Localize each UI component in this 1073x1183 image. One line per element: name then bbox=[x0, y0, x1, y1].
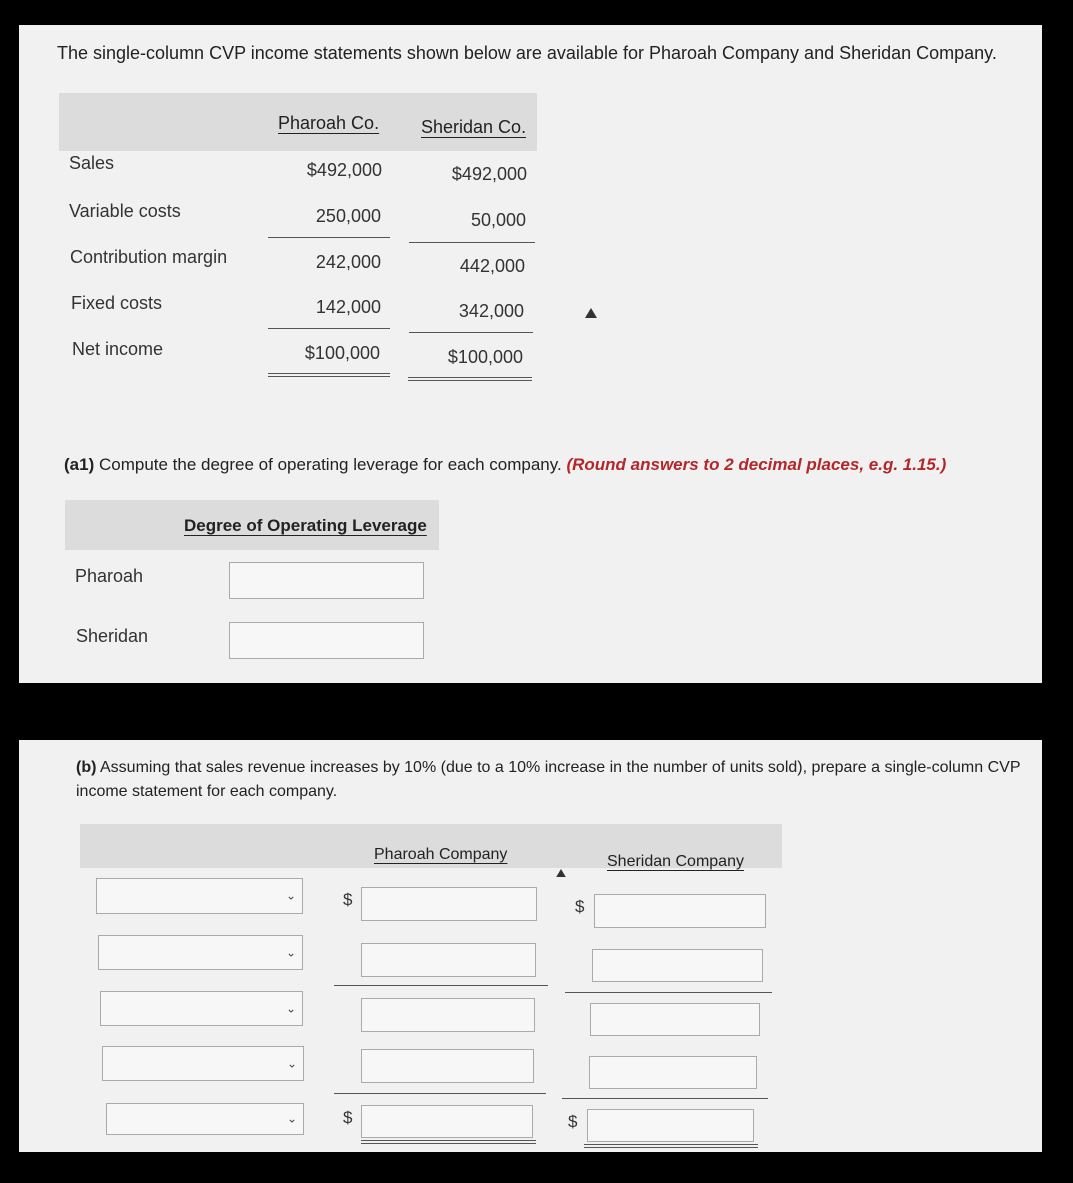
question-b-label: (b) bbox=[76, 759, 97, 776]
sheridan-variable-costs: 50,000 bbox=[470, 210, 526, 230]
dol-label-sheridan: Sheridan bbox=[76, 626, 149, 646]
pharoah-variable-costs: 250,000 bbox=[315, 206, 381, 226]
sheridan-fixed-costs: 342,000 bbox=[458, 301, 524, 321]
part-b-col-sheridan: Sheridan Company bbox=[607, 853, 744, 870]
sheridan-contribution-margin: 442,000 bbox=[459, 256, 525, 276]
part-b-row-1-select[interactable] bbox=[96, 878, 303, 914]
sheridan-subtotal-rule bbox=[409, 242, 535, 243]
question-b bbox=[76, 756, 1026, 804]
dol-label-pharoah: Pharoah bbox=[75, 566, 144, 586]
sheridan-sales: $492,000 bbox=[451, 164, 527, 184]
row-label-variable-costs: Variable costs bbox=[69, 201, 181, 221]
part-b-sheridan-row-5-input[interactable] bbox=[587, 1109, 754, 1142]
col-sheridan-header: Sheridan Co. bbox=[421, 117, 527, 137]
part-b-sheridan-row-2-input[interactable] bbox=[592, 949, 763, 982]
question-a1 bbox=[64, 455, 946, 475]
dol-pharoah-input[interactable] bbox=[229, 562, 424, 599]
part-b-sheridan-subtotal-rule bbox=[565, 992, 772, 993]
sheridan-net-income: $100,000 bbox=[447, 347, 523, 367]
part-b-sheridan-row-3-input[interactable] bbox=[590, 1003, 760, 1036]
part-b-pharoah-dollar-total: $ bbox=[343, 1108, 353, 1127]
row-label-sales: Sales bbox=[69, 153, 115, 173]
part-b-sheridan-subtotal-rule-2 bbox=[562, 1098, 768, 1099]
part-b-pharoah-total-double-rule bbox=[361, 1140, 536, 1144]
chevron-down-icon: ⌄ bbox=[285, 944, 296, 959]
part-b-pharoah-row-2-input[interactable] bbox=[361, 943, 536, 977]
part-b-sheridan-dollar-1: $ bbox=[575, 897, 585, 916]
pharoah-contribution-margin: 242,000 bbox=[315, 252, 381, 272]
chevron-down-icon: ⌄ bbox=[286, 1111, 297, 1126]
part-b-sheridan-row-1-input[interactable] bbox=[594, 894, 766, 928]
pharoah-fixed-costs: 142,000 bbox=[315, 297, 381, 317]
statement-panel bbox=[19, 25, 1042, 683]
col-pharoah-header: Pharoah Co. bbox=[278, 113, 380, 133]
mouse-cursor-icon bbox=[556, 869, 566, 877]
part-b-sheridan-dollar-total: $ bbox=[568, 1112, 578, 1131]
question-a1-label: (a1) bbox=[64, 455, 95, 474]
chevron-down-icon: ⌄ bbox=[286, 1055, 297, 1070]
pharoah-total-double-rule bbox=[268, 373, 390, 377]
sheridan-total-double-rule bbox=[408, 377, 532, 381]
dol-column-header: Degree of Operating Leverage bbox=[184, 516, 427, 535]
part-b-panel bbox=[19, 740, 1042, 1152]
row-label-fixed-costs: Fixed costs bbox=[71, 293, 163, 313]
part-b-row-2-select[interactable] bbox=[98, 935, 303, 970]
part-b-pharoah-row-3-input[interactable] bbox=[361, 998, 535, 1032]
part-b-pharoah-row-4-input[interactable] bbox=[361, 1049, 534, 1083]
question-a1-text: Compute the degree of operating leverage for each company. bbox=[98, 455, 562, 474]
row-label-contribution-margin: Contribution margin bbox=[70, 247, 228, 267]
chevron-down-icon: ⌄ bbox=[285, 1000, 296, 1015]
pharoah-subtotal-rule bbox=[268, 237, 390, 238]
part-b-row-5-select[interactable] bbox=[106, 1103, 304, 1135]
part-b-row-4-select[interactable] bbox=[102, 1046, 304, 1081]
question-a1-instruction: (Round answers to 2 decimal places, e.g. 1.15.) bbox=[566, 455, 947, 474]
part-b-pharoah-subtotal-rule bbox=[334, 985, 548, 986]
part-b-sheridan-total-double-rule bbox=[584, 1144, 758, 1148]
part-b-row-3-select[interactable] bbox=[100, 991, 303, 1026]
sheridan-subtotal-rule-2 bbox=[409, 332, 533, 333]
part-b-sheridan-row-4-input[interactable] bbox=[589, 1056, 757, 1089]
part-b-pharoah-subtotal-rule-2 bbox=[334, 1093, 546, 1094]
pharoah-sales: $492,000 bbox=[306, 160, 382, 180]
intro-text: The single-column CVP income statements shown below are available for Pharoah Company and Sheridan Company. bbox=[57, 43, 997, 63]
dol-sheridan-input[interactable] bbox=[229, 622, 424, 659]
chevron-down-icon: ⌄ bbox=[285, 888, 296, 903]
pharoah-subtotal-rule-2 bbox=[268, 328, 390, 329]
part-b-col-pharoah: Pharoah Company bbox=[374, 846, 508, 863]
question-b-text: Assuming that sales revenue increases by 10% (due to a 10% increase in the number of units sold), prepare a single-column CVP income statement for each company. bbox=[76, 759, 1021, 800]
row-label-net-income: Net income bbox=[72, 339, 164, 359]
mouse-cursor-icon bbox=[585, 308, 597, 318]
part-b-pharoah-row-5-input[interactable] bbox=[361, 1105, 533, 1138]
part-b-pharoah-dollar-1: $ bbox=[343, 890, 353, 909]
pharoah-net-income: $100,000 bbox=[304, 343, 380, 363]
part-b-pharoah-row-1-input[interactable] bbox=[361, 887, 537, 921]
